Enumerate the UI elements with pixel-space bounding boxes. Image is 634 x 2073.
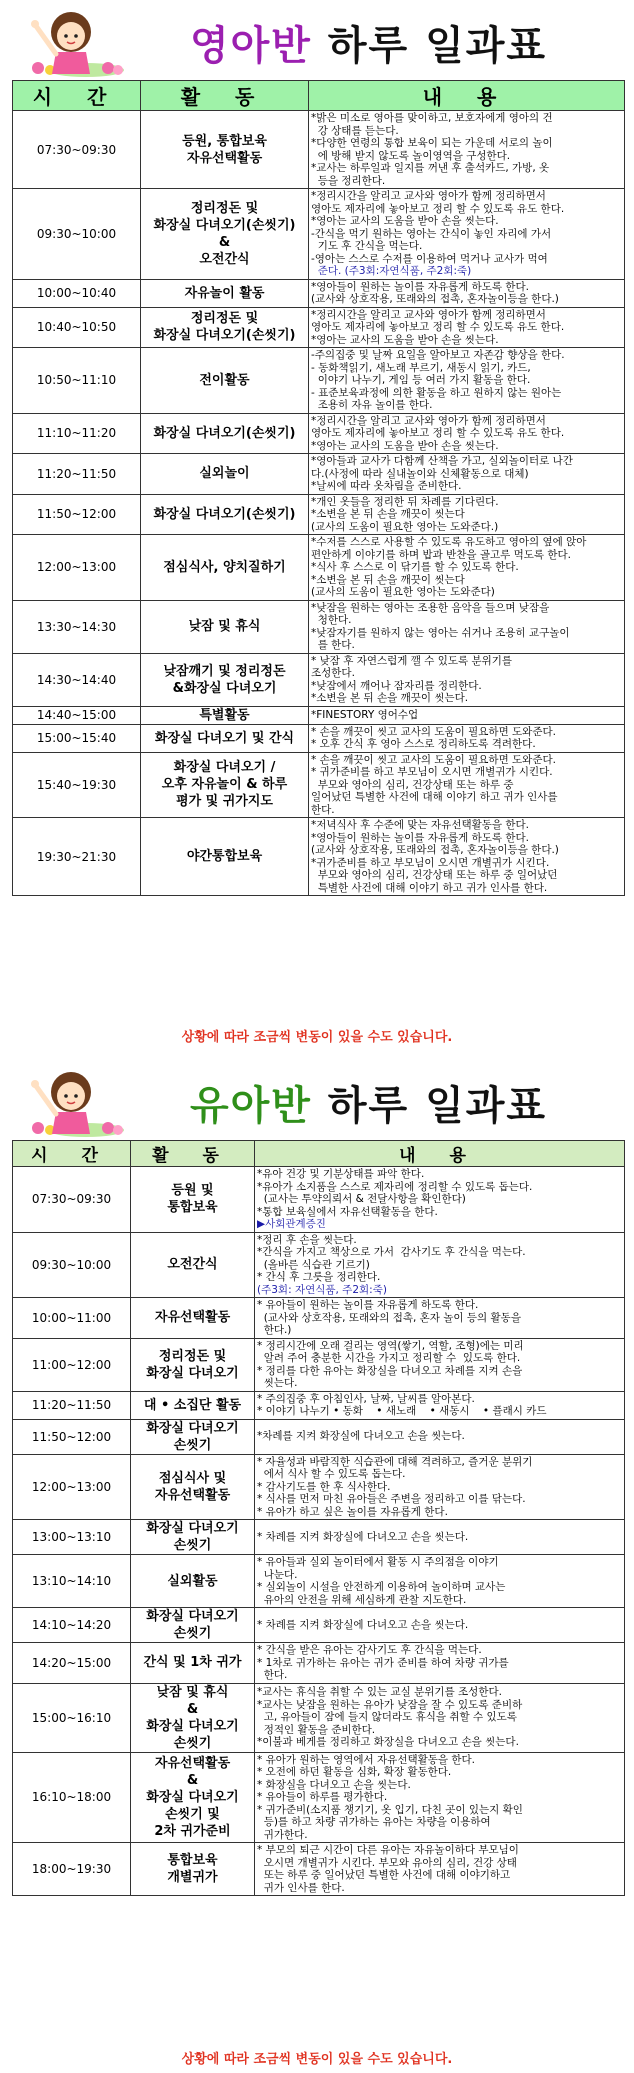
content-line: * 정리를 다한 유아는 화장실을 다녀오고 차례를 지켜 손을 <box>257 1364 523 1377</box>
table-row <box>13 653 625 706</box>
activity-cell: 점심식사, 양치질하기 <box>141 535 309 601</box>
content-cell <box>309 653 625 706</box>
content-line: (올바른 식습관 기르기) <box>257 1258 370 1271</box>
content-line: 나눈다. <box>257 1568 298 1581</box>
content-cell <box>309 724 625 752</box>
infant-class-name: 영아반 <box>190 23 312 69</box>
content-cell <box>255 1643 625 1684</box>
content-line: 알려 주어 충분한 시간을 가지고 정리할 수 있도록 한다. <box>257 1352 521 1364</box>
content-line: * 차례를 지켜 화장실에 다녀오고 손을 씻는다. <box>257 1530 469 1543</box>
content-line: 등을 정리한다. <box>311 174 386 187</box>
toddler-title <box>190 1074 547 1131</box>
activity-cell: 화장실 다녀오기(손씻기) <box>141 494 309 535</box>
content-line: *통합 보육실에서 자유선택활동을 한다. <box>257 1205 438 1218</box>
header-time: 시 간 <box>13 81 141 111</box>
infant-title-rest: 하루 일과표 <box>327 23 547 69</box>
content-cell <box>255 1843 625 1896</box>
activity-cell: 정리정돈 및 화장실 다녀오기(손씻기) <box>141 307 309 348</box>
content-cell <box>309 189 625 280</box>
table-row <box>13 1232 625 1298</box>
content-line: *낮잠자기를 원하지 않는 영아는 쉬거나 조용히 교구놀이 <box>311 626 570 639</box>
header-activity: 활 동 <box>131 1141 255 1167</box>
content-line: 한다.) <box>257 1324 292 1336</box>
content-line: * 유아들과 실외 놀이터에서 활동 시 주의점을 이야기 <box>257 1556 499 1568</box>
content-line: * 손을 깨끗이 씻고 교사의 도움이 필요하면 도와준다. <box>311 725 556 738</box>
toddler-title-rest: 하루 일과표 <box>327 1083 547 1129</box>
time-cell: 10:00~11:00 <box>13 1298 131 1339</box>
content-line: *정리시간을 알리고 교사와 영아가 함께 정리하면서 <box>311 190 546 202</box>
content-line: * 귀가준비(소지품 챙기기, 옷 입기, 다친 곳이 있는지 확인 <box>257 1803 523 1816</box>
content-line: *영아들이 원하는 놀이를 자유롭게 하도록 한다. <box>311 831 529 844</box>
content-line: * 오후 간식 후 영아 스스로 정리하도록 격려한다. <box>311 738 536 750</box>
activity-cell: 간식 및 1차 귀가 <box>131 1643 255 1684</box>
content-line: 부모와 영아의 심리, 건강상태 또는 하루 중 <box>311 778 514 791</box>
activity-cell: 통합보육 개별귀가 <box>131 1843 255 1896</box>
time-cell: 10:40~10:50 <box>13 307 141 348</box>
content-line: *낮잠에서 깨어나 잠자리를 정리한다. <box>311 679 482 692</box>
content-cell <box>255 1338 625 1391</box>
content-line: *영아는 교사의 도움을 받아 손을 씻는다. <box>311 215 499 227</box>
content-line: 부모와 영아의 심리, 건강상태 또는 하루 중 일어났던 <box>311 869 558 881</box>
content-line: * 감사기도를 한 후 식사한다. <box>257 1480 391 1493</box>
content-line: 조용히 자유 놀이를 한다. <box>311 399 433 411</box>
content-line: (교사와 상호작용, 또래와의 접촉, 혼자 놀이 등의 활동을 <box>257 1311 521 1324</box>
table-row <box>13 1338 625 1391</box>
content-line: *유아 건강 및 기분상태를 파악 한다. <box>257 1168 425 1180</box>
content-line: * 주의집중 후 아침인사, 날짜, 날씨를 알아본다. <box>257 1392 475 1405</box>
content-line: (교사의 도움이 필요한 영아는 도와준다.) <box>311 520 499 533</box>
activity-cell: 등원 및 통합보육 <box>131 1167 255 1233</box>
infant-notice: 상황에 따라 조금씩 변동이 있을 수도 있습니다. <box>181 1030 453 1045</box>
content-cell <box>255 1419 625 1454</box>
content-cell <box>255 1298 625 1339</box>
content-line: 강 상태를 듣는다. <box>311 124 399 137</box>
table-row <box>13 1167 625 1233</box>
toddler-schedule-table <box>12 1140 625 1896</box>
content-cell <box>255 1454 625 1520</box>
content-line: * 간식을 받은 유아는 감사기도 후 간식을 먹는다. <box>257 1644 482 1656</box>
content-line: 영아도 제자리에 놓아보고 정리 할 수 있도록 유도 한다. <box>311 321 565 333</box>
content-cell <box>255 1520 625 1555</box>
content-line: 한다. <box>257 1669 288 1681</box>
time-cell: 14:10~14:20 <box>13 1608 131 1643</box>
table-row <box>13 494 625 535</box>
activity-cell: 낮잠 및 휴식 & 화장실 다녀오기 손씻기 <box>131 1683 255 1752</box>
content-line: 씻는다. <box>257 1377 298 1389</box>
time-cell: 14:40~15:00 <box>13 706 141 724</box>
content-line: 고, 유아들이 잠에 들지 않더라도 휴식을 취할 수 있도록 <box>257 1711 517 1724</box>
time-cell: 13:00~13:10 <box>13 1520 131 1555</box>
activity-cell: 대 • 소집단 활동 <box>131 1391 255 1419</box>
activity-cell: 자유선택활동 <box>131 1298 255 1339</box>
content-line: *낮잠을 원하는 영아는 조용한 음악을 들으며 낮잠을 <box>311 601 550 614</box>
table-row <box>13 307 625 348</box>
time-cell: 14:30~14:40 <box>13 653 141 706</box>
content-line: 정적인 활동을 준비한다. <box>257 1723 376 1736</box>
content-cell <box>309 818 625 896</box>
infant-title <box>190 14 547 71</box>
activity-cell: 점심식사 및 자유선택활동 <box>131 1454 255 1520</box>
activity-cell: 특별활동 <box>141 706 309 724</box>
activity-cell: 야간통합보육 <box>141 818 309 896</box>
content-line: * 차례를 지켜 화장실에 다녀오고 손을 씻는다. <box>257 1618 469 1631</box>
content-line: * 간식 후 그릇을 정리한다. <box>257 1271 381 1283</box>
content-line: 유아의 안전을 위해 세심하게 관찰 지도한다. <box>257 1593 467 1606</box>
time-cell: 09:30~10:00 <box>13 1232 131 1298</box>
header-time: 시 간 <box>13 1141 131 1167</box>
table-row <box>13 454 625 495</box>
content-line: (교사와 상호작용, 또래와의 접촉, 혼자놀이등을 한다.) <box>311 293 559 305</box>
toddler-class-name: 유아반 <box>190 1083 312 1129</box>
content-line: *저녁식사 후 수준에 맞는 자유선택활동을 한다. <box>311 819 529 831</box>
content-cell <box>255 1391 625 1419</box>
time-cell: 11:20~11:50 <box>13 1391 131 1419</box>
table-row <box>13 1298 625 1339</box>
content-line: 일어났던 특별한 사건에 대해 이야기 하고 귀가 인사를 <box>311 791 558 803</box>
content-line: - 동화책읽기, 새노래 부르기, 새동시 읽기, 카드, <box>311 361 531 374</box>
content-line: *다양한 연령의 통합 보육이 되는 가운데 서로의 놀이 <box>311 137 553 149</box>
table-row <box>13 818 625 896</box>
time-cell: 10:50~11:10 <box>13 348 141 414</box>
activity-cell: 화장실 다녀오기(손씻기) <box>141 413 309 454</box>
table-row <box>13 348 625 414</box>
content-line: *소변을 본 뒤 손을 깨끗이 씻는다 <box>311 573 465 586</box>
content-line: *영아들과 교사가 다함께 산책을 가고, 실외놀이터로 나간 <box>311 455 573 467</box>
content-line: *이불과 베게를 정리하고 화장실을 다녀오고 손을 씻는다. <box>257 1736 519 1749</box>
table-row <box>13 1843 625 1896</box>
content-line: -간식을 먹기 원하는 영아는 간식이 놓인 자리에 가서 <box>311 227 552 240</box>
table-row <box>13 1419 625 1454</box>
content-line: 한다. <box>311 803 335 816</box>
content-line: * 정리시간에 오래 걸리는 영역(쌓기, 역할, 조형)에는 미리 <box>257 1339 524 1352</box>
content-line: * 1차로 귀가하는 유아는 귀가 준비를 하여 차량 귀가를 <box>257 1656 509 1669</box>
content-line: * 유아가 하고 싶은 놀이를 자유롭게 한다. <box>257 1505 448 1518</box>
table-row <box>13 1555 625 1608</box>
content-line: *정리 후 손을 씻는다. <box>257 1233 357 1246</box>
content-line: *교사는 낮잠을 원하는 유아가 낮잠을 잘 수 있도록 준비하 <box>257 1698 523 1711</box>
table-row <box>13 1752 625 1843</box>
table-row <box>13 724 625 752</box>
content-line: * 식사를 먼저 마친 유아들은 주변을 정리하고 이를 닦는다. <box>257 1493 526 1505</box>
content-line: *수저를 스스로 사용할 수 있도록 유도하고 영아의 옆에 앉아 <box>311 536 587 548</box>
content-cell <box>309 307 625 348</box>
content-cell <box>255 1683 625 1752</box>
content-line: -주의집중 및 날짜 요일을 알아보고 자존감 향상을 한다. <box>311 349 565 361</box>
table-row <box>13 111 625 189</box>
time-cell: 07:30~09:30 <box>13 1167 131 1233</box>
content-line: *교사는 하루일과 일지를 꺼낸 후 출석카드, 가방, 옷 <box>311 162 550 174</box>
activity-cell: 실외활동 <box>131 1555 255 1608</box>
table-row <box>13 279 625 307</box>
content-line: ▶사회관계증진 <box>257 1218 326 1230</box>
activity-cell: 낮잠 및 휴식 <box>141 600 309 653</box>
activity-cell: 자유선택활동 & 화장실 다녀오기 손씻기 및 2차 귀가준비 <box>131 1752 255 1843</box>
table-header-row <box>13 81 625 111</box>
header-content: 내 용 <box>255 1141 625 1167</box>
time-cell: 13:10~14:10 <box>13 1555 131 1608</box>
time-cell: 18:00~19:30 <box>13 1843 131 1896</box>
content-line: *귀가준비를 하고 부모님이 오시면 개별귀가 시킨다. <box>311 856 550 869</box>
activity-cell: 정리정돈 및 화장실 다녀오기 <box>131 1338 255 1391</box>
content-line: 준다. (주3회:자연식품, 주2회:죽) <box>311 265 472 277</box>
content-line: -영아는 스스로 수저를 이용하여 먹거나 교사가 먹여 <box>311 252 548 265</box>
table-row <box>13 1683 625 1752</box>
time-cell: 15:00~15:40 <box>13 724 141 752</box>
content-cell <box>255 1752 625 1843</box>
content-line: 이야기 나누기, 게임 등 여러 가지 활동을 한다. <box>311 374 531 386</box>
time-cell: 15:40~19:30 <box>13 752 141 818</box>
time-cell: 11:20~11:50 <box>13 454 141 495</box>
content-line: * 낮잠 후 자연스럽게 깰 수 있도록 분위기를 <box>311 654 513 667</box>
content-cell <box>309 494 625 535</box>
activity-cell: 오전간식 <box>131 1232 255 1298</box>
activity-cell: 화장실 다녀오기 손씻기 <box>131 1520 255 1555</box>
time-cell: 10:00~10:40 <box>13 279 141 307</box>
content-line: 기도 후 간식을 먹는다. <box>311 240 423 252</box>
content-cell <box>309 111 625 189</box>
content-line: 등)를 하고 차량 귀가하는 유아는 차량을 이용하여 <box>257 1816 491 1828</box>
toddler-schedule-section <box>0 1060 634 2073</box>
time-cell: 19:30~21:30 <box>13 818 141 896</box>
header-content: 내 용 <box>309 81 625 111</box>
table-row <box>13 1520 625 1555</box>
table-row <box>13 600 625 653</box>
content-line: *교사는 휴식을 취할 수 있는 교실 분위기를 조성한다. <box>257 1686 502 1699</box>
content-line: 영아도 제자리에 놓아보고 정리 할 수 있도록 유도 한다. <box>311 427 565 439</box>
content-line: * 실외놀이 시설을 안전하게 이용하여 놀이하며 교사는 <box>257 1581 506 1593</box>
content-line: *유아가 소지품을 스스로 제자리에 정리할 수 있도록 돕는다. <box>257 1180 533 1193</box>
time-cell: 12:00~13:00 <box>13 535 141 601</box>
header-activity: 활 동 <box>141 81 309 111</box>
activity-cell: 자유놀이 활동 <box>141 279 309 307</box>
content-cell <box>309 413 625 454</box>
content-cell <box>309 706 625 724</box>
content-line: 특별한 사건에 대해 이야기 하고 귀가 인사를 한다. <box>311 881 548 894</box>
content-line: * 오전에 하던 활동을 심화, 확장 활동한다. <box>257 1766 452 1778</box>
content-cell <box>309 454 625 495</box>
activity-cell: 실외놀이 <box>141 454 309 495</box>
content-cell <box>309 535 625 601</box>
activity-cell: 전이활동 <box>141 348 309 414</box>
content-line: 귀가한다. <box>257 1828 308 1841</box>
table-row <box>13 535 625 601</box>
content-cell <box>255 1555 625 1608</box>
content-line: 오시면 개별귀가 시킨다. 부모와 유아의 심리, 건강 상태 <box>257 1856 517 1869</box>
activity-cell: 화장실 다녀오기 / 오후 자유놀이 & 하루 평가 및 귀가지도 <box>141 752 309 818</box>
table-row <box>13 752 625 818</box>
infant-header <box>0 0 634 80</box>
content-line: * 이야기 나누기 • 동화 • 새노래 • 새동시 • 플래시 카드 <box>257 1405 547 1417</box>
table-row <box>13 1643 625 1684</box>
activity-cell: 화장실 다녀오기 손씻기 <box>131 1419 255 1454</box>
time-cell: 16:10~18:00 <box>13 1752 131 1843</box>
time-cell: 15:00~16:10 <box>13 1683 131 1752</box>
content-line: * 유아들이 하루를 평가한다. <box>257 1791 388 1803</box>
content-line: 에서 식사 할 수 있도록 돕는다. <box>257 1468 406 1480</box>
content-cell <box>309 600 625 653</box>
activity-cell: 등원, 통합보육 자유선택활동 <box>141 111 309 189</box>
activity-cell: 낮잠깨기 및 정리정돈 &화장실 다녀오기 <box>141 653 309 706</box>
content-line: * 화장실을 다녀오고 손을 씻는다. <box>257 1778 411 1791</box>
toddler-header <box>0 1060 634 1140</box>
activity-cell: 화장실 다녀오기 손씻기 <box>131 1608 255 1643</box>
content-line: 또는 하루 중 일어났던 특별한 사건에 대해 이야기하고 <box>257 1869 511 1881</box>
activity-cell: 정리정돈 및 화장실 다녀오기(손씻기) & 오전간식 <box>141 189 309 280</box>
content-cell <box>309 752 625 818</box>
content-line: * 손을 깨끗이 씻고 교사의 도움이 필요하면 도와준다. <box>311 753 556 766</box>
content-line: * 귀가준비를 하고 부모님이 오시면 개별귀가 시킨다. <box>311 766 553 778</box>
content-line: 에 방해 받지 않도록 놀이영역을 구성한다. <box>311 149 511 162</box>
time-cell: 11:00~12:00 <box>13 1338 131 1391</box>
activity-cell: 화장실 다녀오기 및 간식 <box>141 724 309 752</box>
time-cell: 11:50~12:00 <box>13 1419 131 1454</box>
content-line: *영아는 교사의 도움을 받아 손을 씻는다. <box>311 333 499 346</box>
girl-illustration-icon <box>16 1064 126 1138</box>
table-header-row <box>13 1141 625 1167</box>
content-line: *밝은 미소로 영아를 맞이하고, 보호자에게 영아의 건 <box>311 112 553 124</box>
content-line: *차례를 지켜 화장실에 다녀오고 손을 씻는다. <box>257 1430 465 1443</box>
time-cell: 11:10~11:20 <box>13 413 141 454</box>
content-line: 다.(사정에 따라 실내놀이와 신체활동으로 대체) <box>311 467 529 480</box>
content-line: *FINESTORY 영어수업 <box>311 708 419 721</box>
toddler-notice: 상황에 따라 조금씩 변동이 있을 수도 있습니다. <box>181 2052 453 2067</box>
time-cell: 12:00~13:00 <box>13 1454 131 1520</box>
content-line: *영아는 교사의 도움을 받아 손을 씻는다. <box>311 439 499 452</box>
content-line: 영아도 제자리에 놓아보고 정리 할 수 있도록 유도 한다. <box>311 202 565 215</box>
content-line: (주3회: 자연식품, 주2회:죽) <box>257 1283 387 1296</box>
table-row <box>13 189 625 280</box>
content-line: (교사와 상호작용, 또래와의 접촉, 혼자놀이등을 한다.) <box>311 844 559 856</box>
table-row <box>13 1454 625 1520</box>
content-line: 조성한다. <box>311 667 355 679</box>
time-cell: 09:30~10:00 <box>13 189 141 280</box>
time-cell: 14:20~15:00 <box>13 1643 131 1684</box>
content-cell <box>255 1232 625 1298</box>
content-line: *식사 후 스스로 이 닦기를 할 수 있도록 한다. <box>311 561 519 573</box>
time-cell: 11:50~12:00 <box>13 494 141 535</box>
content-cell <box>309 279 625 307</box>
content-cell <box>255 1167 625 1233</box>
time-cell: 13:30~14:30 <box>13 600 141 653</box>
content-cell <box>309 348 625 414</box>
time-cell: 07:30~09:30 <box>13 111 141 189</box>
table-row <box>13 706 625 724</box>
content-line: (교사는 투약의뢰서 & 전달사항을 확인한다) <box>257 1193 466 1205</box>
content-line: * 유아들이 원하는 놀이를 자유롭게 하도록 한다. <box>257 1299 479 1311</box>
content-line: * 자율성과 바람직한 식습관에 대해 격려하고, 즐거운 분위기 <box>257 1455 533 1468</box>
content-line: *정리시간을 알리고 교사와 영아가 함께 정리하면서 <box>311 414 546 427</box>
table-row <box>13 413 625 454</box>
content-line: 를 한다. <box>311 639 355 651</box>
content-line: (교사의 도움이 필요한 영아는 도와준다) <box>311 586 495 598</box>
content-line: *개인 옷들을 정리한 뒤 차례를 기다린다. <box>311 495 499 508</box>
content-line: *소변을 본 뒤 손을 깨끗이 씻는다. <box>311 692 469 704</box>
content-line: - 표준보육과정에 의한 활동을 하고 원하지 않는 원아는 <box>311 386 562 399</box>
content-line: *간식을 가지고 책상으로 가서 감사기도 후 간식을 먹는다. <box>257 1246 526 1258</box>
table-row <box>13 1608 625 1643</box>
content-line: *소변을 본 뒤 손을 깨끗이 씻는다 <box>311 508 465 520</box>
content-line: 편안하게 이야기를 하며 밥과 반찬을 골고루 먹도록 한다. <box>311 548 571 561</box>
content-line: 귀가 인사를 한다. <box>257 1881 345 1894</box>
content-line: * 유아가 원하는 영역에서 자유선택활동을 한다. <box>257 1753 475 1766</box>
content-line: 청한다. <box>311 614 352 626</box>
content-line: *정리시간을 알리고 교사와 영아가 함께 정리하면서 <box>311 308 546 321</box>
infant-schedule-table <box>12 80 625 896</box>
content-line: *영아들이 원하는 놀이를 자유롭게 하도록 한다. <box>311 280 529 293</box>
content-line: *날씨에 따라 옷차림을 준비한다. <box>311 480 462 492</box>
content-line: * 부모의 퇴근 시간이 다른 유아는 자유놀이하다 부모님이 <box>257 1844 519 1856</box>
girl-illustration-icon <box>16 4 126 78</box>
table-row <box>13 1391 625 1419</box>
content-cell <box>255 1608 625 1643</box>
